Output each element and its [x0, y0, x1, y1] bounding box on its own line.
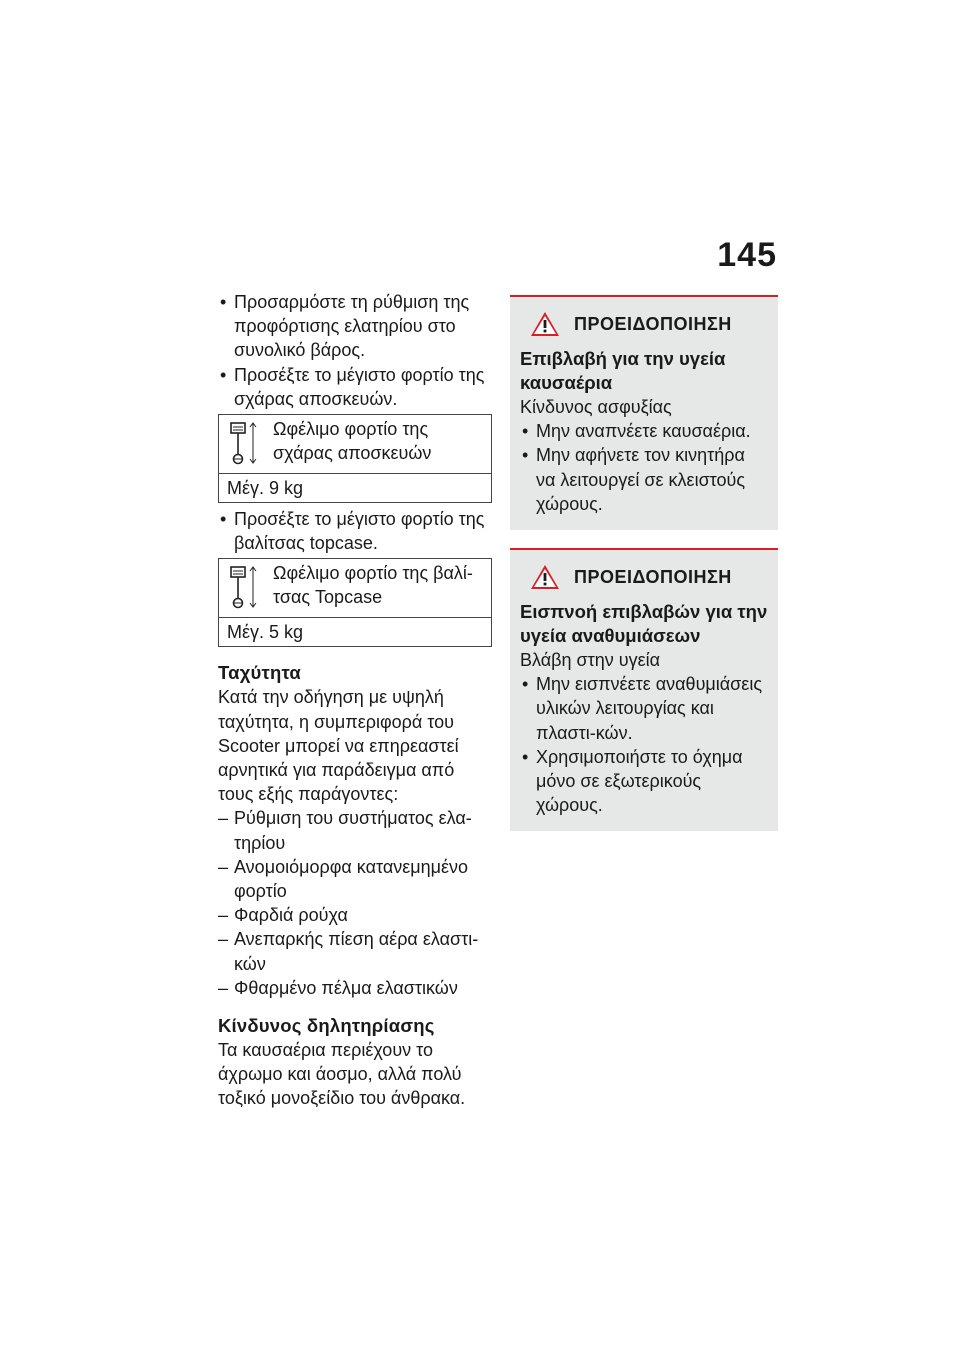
left-column — [218, 290, 492, 1111]
bullet-item: • Προσέξτε το μέγιστο φορτίο της βαλίτσας topcase. — [218, 507, 492, 555]
list-item: – Ανεπαρκής πίεση αέρα ελαστι-κών — [218, 927, 492, 975]
spec-title: Ωφέλιμο φορτίο της βαλί-τσας Topcase — [273, 563, 473, 608]
warning-title: Επιβλαβή για την υγεία καυσαέρια — [520, 348, 726, 393]
luggage-rack-load-table — [218, 414, 492, 503]
warning-triangle-icon — [530, 311, 560, 337]
load-weight-icon — [227, 561, 261, 613]
warning-box — [510, 295, 778, 530]
warning-item: • Χρησιμοποιήστε το όχημα μόνο σε εξωτερικούς χώρους. — [520, 745, 768, 818]
warning-triangle-icon — [530, 564, 560, 590]
page-number: 145 — [717, 236, 777, 274]
list-item: – Φαρδιά ρούχα — [218, 903, 492, 927]
warning-header — [520, 564, 768, 590]
section-heading: Κίνδυνος δηλητηρίασης — [218, 1015, 435, 1037]
spec-header — [219, 415, 491, 474]
warning-header — [520, 311, 768, 337]
load-weight-icon — [227, 417, 261, 469]
warning-box — [510, 548, 778, 831]
warning-subtitle: Κίνδυνος ασφυξίας — [520, 397, 672, 417]
warning-item: • Μην αναπνέετε καυσαέρια. — [520, 419, 768, 443]
spec-header — [219, 559, 491, 618]
section-heading: Ταχύτητα — [218, 662, 301, 684]
warning-label: ΠΡΟΕΙΔΟΠΟΙΗΣΗ — [574, 313, 732, 334]
topcase-load-table — [218, 558, 492, 647]
bullet-item: • Προσέξτε το μέγιστο φορτίο της σχάρας αποσκευών. — [218, 363, 492, 411]
bullet-item: • Προσαρμόστε τη ρύθμιση της προφόρτισης ελατηρίου στο συνολικό βάρος. — [218, 290, 492, 363]
list-item: – Φθαρμένο πέλμα ελαστικών — [218, 976, 492, 1000]
list-item: – Ρύθμιση του συστήματος ελα-τηρίου — [218, 806, 492, 854]
section-text: Κατά την οδήγηση με υψηλή ταχύτητα, η συμπεριφορά του Scooter μπορεί να επηρεαστεί αρνητικά για παράδειγμα από τους εξής παράγοντες: — [218, 687, 459, 805]
spec-value: Μέγ. 9 kg — [227, 478, 304, 499]
section-text: Τα καυσαέρια περιέχουν το άχρωμο και άοσμο, αλλά πολύ τοξικό μονοξείδιο του άνθρακα. — [218, 1040, 466, 1109]
warning-label: ΠΡΟΕΙΔΟΠΟΙΗΣΗ — [574, 566, 732, 587]
warning-item: • Μην εισπνέετε αναθυμιάσεις υλικών λειτουργίας και πλαστι-κών. — [520, 672, 768, 745]
poison-section — [218, 1014, 492, 1111]
spec-value: Μέγ. 5 kg — [227, 622, 304, 643]
spec-title: Ωφέλιμο φορτίο της σχάρας αποσκευών — [273, 419, 432, 464]
list-item: – Ανομοιόμορφα κατανεμημένο φορτίο — [218, 855, 492, 903]
warning-title: Εισπνοή επιβλαβών για την υγεία αναθυμιάσεων — [520, 601, 768, 647]
warning-subtitle: Βλάβη στην υγεία — [520, 650, 661, 671]
speed-section — [218, 661, 492, 1000]
warning-item: • Μην αφήνετε τον κινητήρα να λειτουργεί σε κλειστούς χώρους. — [520, 443, 768, 516]
right-column — [510, 295, 778, 849]
